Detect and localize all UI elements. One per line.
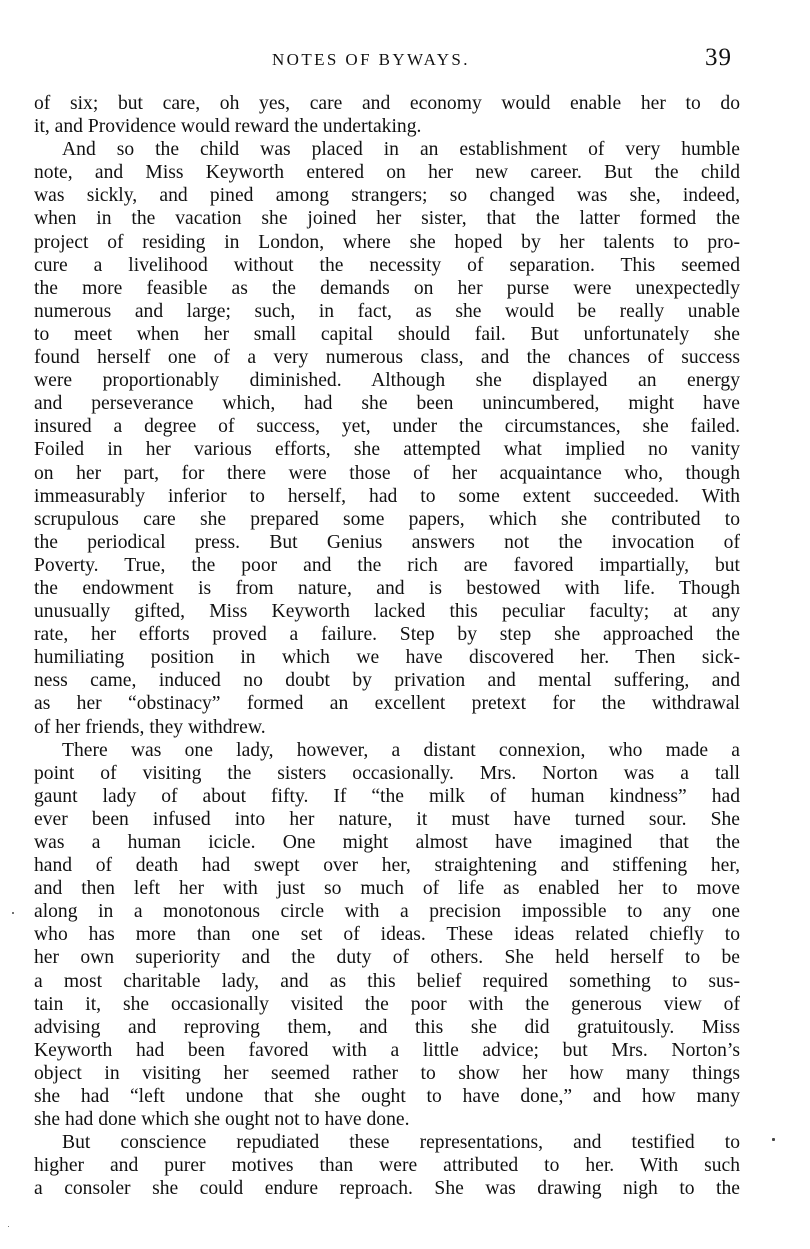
text-line: when in the vacation she joined her sister, that the latter formed the xyxy=(34,208,740,230)
text-line: of her friends, they withdrew. xyxy=(34,716,266,738)
text-line: was a human icicle. One might almost have imagined that the xyxy=(34,832,740,853)
text-line: numerous and large; such, in fact, as she would be really unable xyxy=(34,300,740,322)
text-line: Poverty. True, the poor and the rich are favored impartially, but xyxy=(34,554,740,576)
text-line: who has more than one set of ideas. These ideas related chiefly to xyxy=(34,924,740,946)
text-line: Foiled in her various efforts, she attempted what implied no vanity xyxy=(34,439,740,461)
text-line: gaunt lady of about fifty. If “the milk of human kindness” had xyxy=(34,785,740,807)
text-line: and perseverance which, had she been unincumbered, might have xyxy=(34,393,740,415)
text-line: note, and Miss Keyworth entered on her new career. But the child xyxy=(34,162,740,184)
text-line: object in visiting her seemed rather to show her how many things xyxy=(34,1062,740,1084)
text-line: point of visiting the sisters occasionally. Mrs. Norton was a tall xyxy=(34,762,740,784)
text-line: rate, her efforts proved a failure. Step by step she approached the xyxy=(34,624,740,646)
text-line: found herself one of a very numerous class, and the chances of success xyxy=(34,347,740,369)
text-line: of six; but care, oh yes, care and economy would enable her to do xyxy=(34,93,740,114)
paragraph-start-line: But conscience repudiated these representations, and testified to xyxy=(62,1132,740,1154)
text-line: and then left her with just so much of life as enabled her to move xyxy=(34,878,740,900)
text-line: it, and Providence would reward the undertaking. xyxy=(34,116,422,138)
text-line: as her “obstinacy” formed an excellent pretext for the withdrawal xyxy=(34,693,740,715)
text-line: advising and reproving them, and this she did gratuitously. Miss xyxy=(34,1016,740,1038)
running-header xyxy=(0,44,810,76)
text-line: insured a degree of success, yet, under the circumstances, she failed. xyxy=(34,416,740,438)
text-line: immeasurably inferior to herself, had to some extent succeeded. With xyxy=(34,485,740,507)
text-line: were proportionably diminished. Although she displayed an energy xyxy=(34,370,740,392)
text-line: a most charitable lady, and as this belief required something to sus- xyxy=(34,970,740,992)
margin-speck xyxy=(8,1226,9,1227)
text-line: humiliating position in which we have discovered her. Then sick- xyxy=(34,647,740,669)
paragraph-start-line: And so the child was placed in an establishment of very humble xyxy=(62,139,740,161)
text-line: hand of death had swept over her, straightening and stiffening her, xyxy=(34,855,740,877)
running-title: NOTES OF BYWAYS. xyxy=(272,50,470,69)
text-line: scrupulous care she prepared some papers, which she contributed to xyxy=(34,508,740,530)
text-line: was sickly, and pined among strangers; so changed was she, indeed, xyxy=(34,185,740,207)
text-line: she had “left undone that she ought to have done,” and how many xyxy=(34,1086,740,1108)
text-line: on her part, for there were those of her acquaintance who, though xyxy=(34,462,740,484)
text-line: she had done which she ought not to have done. xyxy=(34,1109,410,1131)
text-line: along in a monotonous circle with a precision impossible to any one xyxy=(34,901,740,923)
text-line: ever been infused into her nature, it must have turned sour. She xyxy=(34,808,740,830)
margin-speck xyxy=(772,1138,775,1141)
page-number: 39 xyxy=(705,44,732,71)
text-line: to meet when her small capital should fail. But unfortunately she xyxy=(34,323,740,345)
paragraph-start-line: There was one lady, however, a distant connexion, who made a xyxy=(62,739,740,761)
text-line: her own superiority and the duty of others. She held herself to be xyxy=(34,947,740,969)
text-line: project of residing in London, where she hoped by her talents to pro- xyxy=(34,231,740,253)
text-line: the endowment is from nature, and is bestowed with life. Though xyxy=(34,577,740,599)
body-text xyxy=(34,92,740,1201)
text-line: a consoler she could endure reproach. She was drawing nigh to the xyxy=(34,1178,740,1200)
text-line: unusually gifted, Miss Keyworth lacked this peculiar faculty; at any xyxy=(34,601,740,623)
text-line: the more feasible as the demands on her purse were unexpectedly xyxy=(34,277,740,299)
text-line: cure a livelihood without the necessity of separation. This seemed xyxy=(34,254,740,276)
text-line: higher and purer motives than were attributed to her. With such xyxy=(34,1155,740,1177)
text-line: the periodical press. But Genius answers not the invocation of xyxy=(34,531,740,553)
text-line: tain it, she occasionally visited the poor with the generous view of xyxy=(34,993,740,1015)
text-line: Keyworth had been favored with a little advice; but Mrs. Norton’s xyxy=(34,1039,740,1061)
margin-speck xyxy=(12,912,14,914)
text-line: ness came, induced no doubt by privation and mental suffering, and xyxy=(34,670,740,692)
